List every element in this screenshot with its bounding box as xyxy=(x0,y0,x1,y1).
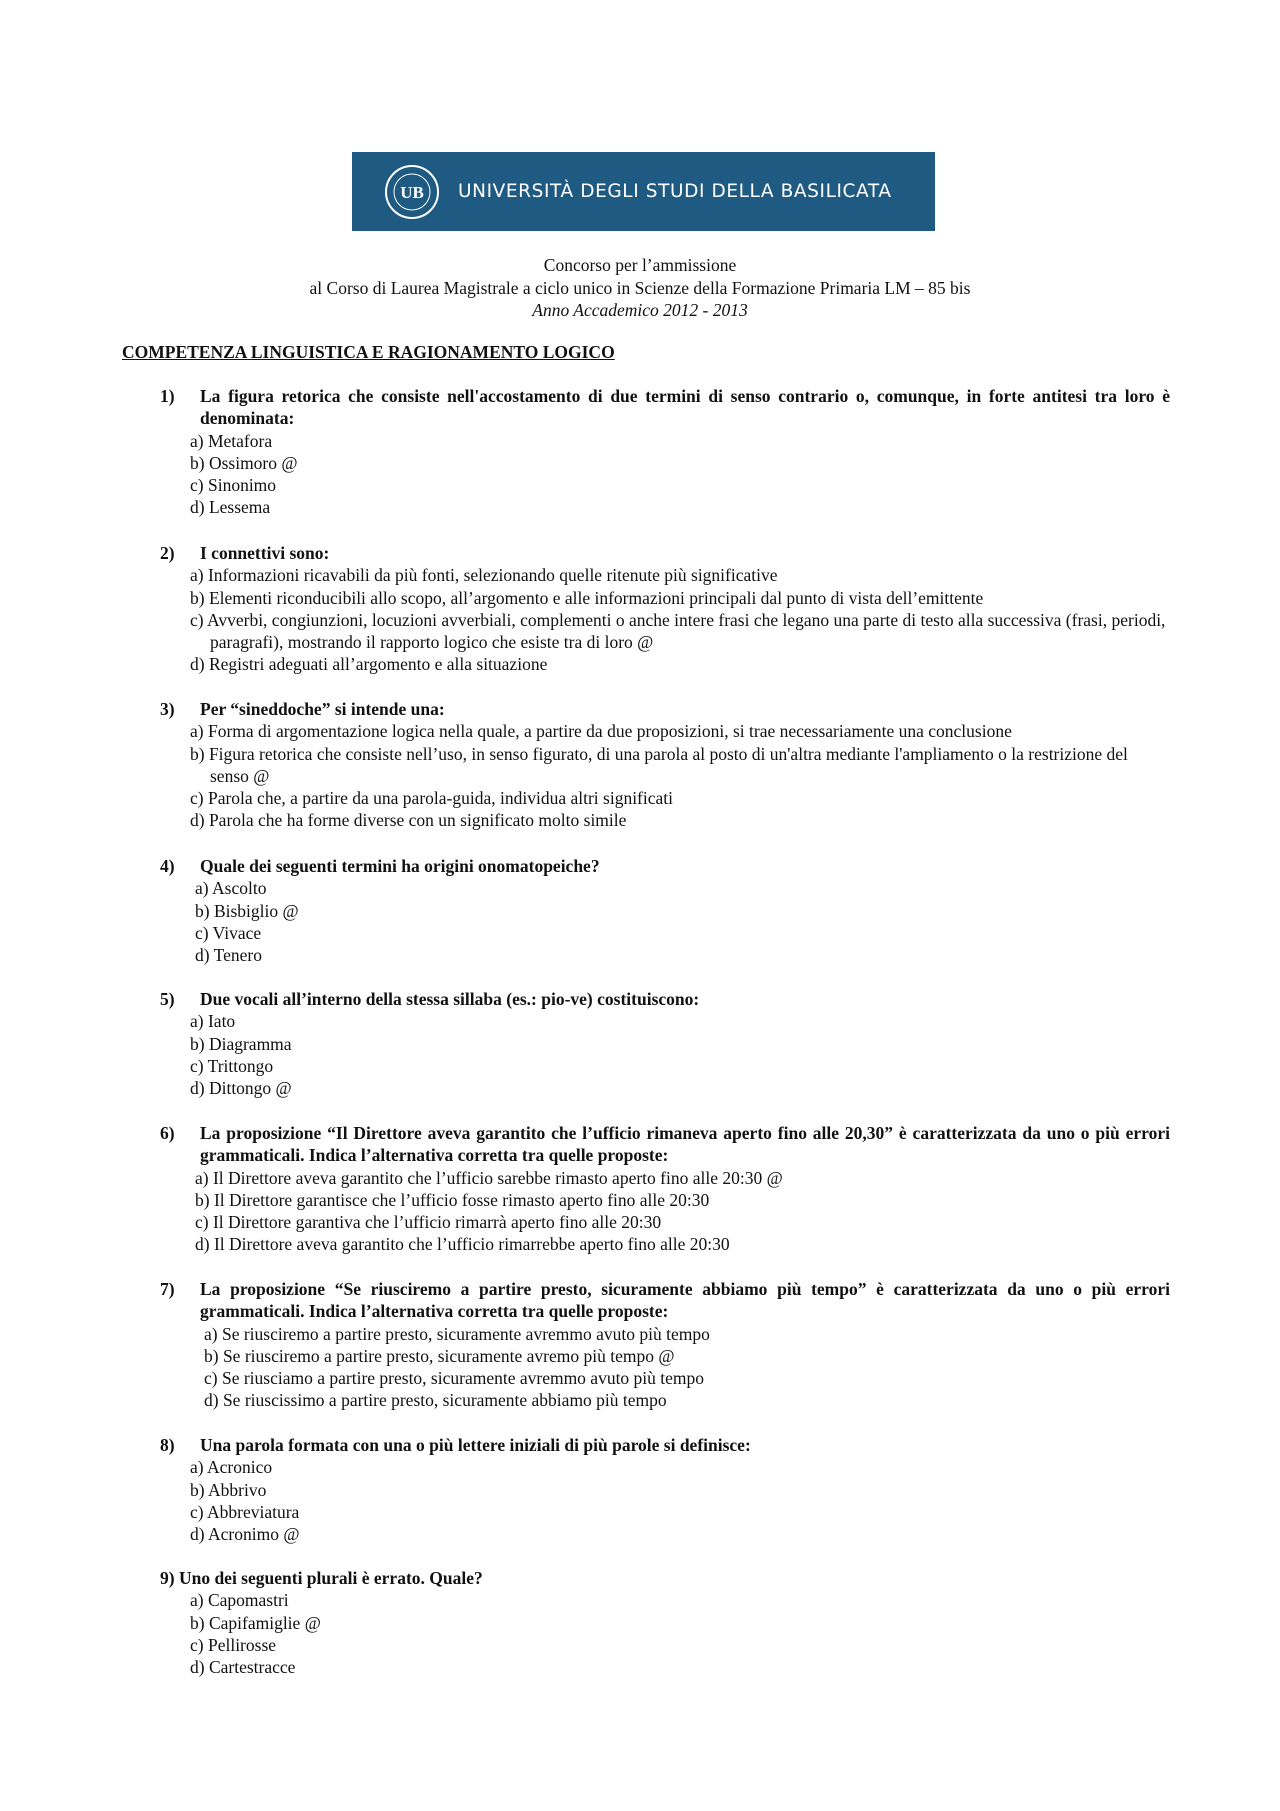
option-b: b) Elementi riconducibili allo scopo, all’argomento e alle informazioni principali dal punto di vista dell’emittente xyxy=(190,587,984,608)
question-1 xyxy=(160,385,1170,519)
option-d: d) Registri adeguati all’argomento e alla situazione xyxy=(190,654,548,675)
question-number: 4) xyxy=(160,856,175,876)
option-list xyxy=(160,564,1170,675)
option-a: a) Iato xyxy=(190,1011,236,1032)
question-text: I connettivi sono: xyxy=(200,543,330,563)
option-list xyxy=(160,430,1170,519)
question-text: Due vocali all’interno della stessa sillaba (es.: pio-ve) costituiscono: xyxy=(200,989,700,1009)
option-d: d) Dittongo @ xyxy=(190,1078,292,1099)
question-number: 7) xyxy=(160,1279,175,1299)
option-b: b) Abbrivo xyxy=(190,1479,267,1500)
question-number: 8) xyxy=(160,1435,175,1455)
option-b: b) Se riusciremo a partire presto, sicuramente avremo più tempo @ xyxy=(204,1345,675,1366)
option-c: c) Trittongo xyxy=(190,1055,274,1076)
option-list xyxy=(160,1456,1170,1545)
university-logo xyxy=(352,152,935,231)
question-4 xyxy=(160,855,1170,966)
question-text: Per “sineddoche” si intende una: xyxy=(200,699,445,719)
question-number: 6) xyxy=(160,1123,175,1143)
question-text: La proposizione “Il Direttore aveva garantito che l’ufficio rimaneva aperto fino alle 20,30” è caratterizzata da uno o più errori grammaticali. Indica l’alternativa corretta tra quelle proposte: xyxy=(200,1123,1170,1166)
question-stem xyxy=(160,1278,1170,1323)
option-d: d) Tenero xyxy=(195,945,262,966)
option-a: a) Forma di argomentazione logica nella quale, a partire da due proposizioni, si trae necessariamente una conclusione xyxy=(190,721,1012,742)
question-number: 1) xyxy=(160,386,175,406)
logo-text: UNIVERSITÀ DEGLI STUDI DELLA BASILICATA xyxy=(458,181,892,202)
question-stem xyxy=(160,855,1170,877)
svg-text:UB: UB xyxy=(400,182,424,202)
option-c: c) Se riusciamo a partire presto, sicuramente avremmo avuto più tempo xyxy=(204,1368,705,1389)
question-stem xyxy=(160,385,1170,430)
option-list xyxy=(160,1010,1170,1099)
option-d: d) Lessema xyxy=(190,497,271,518)
option-c: c) Parola che, a partire da una parola-guida, individua altri significati xyxy=(190,788,674,809)
question-number: 9) xyxy=(160,1568,175,1588)
academic-year: Anno Accademico 2012 - 2013 xyxy=(532,300,748,320)
option-c: c) Sinonimo xyxy=(190,475,277,496)
option-b: b) Il Direttore garantisce che l’ufficio fosse rimasto aperto fino alle 20:30 xyxy=(195,1189,710,1210)
option-d: d) Il Direttore aveva garantito che l’ufficio rimarrebbe aperto fino alle 20:30 xyxy=(195,1234,730,1255)
document-header xyxy=(0,254,1280,322)
question-number: 3) xyxy=(160,699,175,719)
question-text: Quale dei seguenti termini ha origini onomatopeiche? xyxy=(200,856,600,876)
question-stem xyxy=(160,1567,1170,1589)
option-c: c) Abbreviatura xyxy=(190,1501,300,1522)
option-c: c) Avverbi, congiunzioni, locuzioni avverbiali, complementi o anche intere frasi che legano una parte di testo alla successiva (frasi, periodi, paragrafi), mostrando il rapporto logico che esiste tra di loro @ xyxy=(190,609,1166,653)
university-seal-icon xyxy=(384,164,440,220)
question-2 xyxy=(160,542,1170,676)
option-b: b) Diagramma xyxy=(190,1033,292,1054)
header-line-1: Concorso per l’ammissione xyxy=(543,255,737,275)
question-text: La figura retorica che consiste nell'accostamento di due termini di senso contrario o, comunque, in forte antitesi tra loro è denominata: xyxy=(200,386,1170,429)
option-c: c) Vivace xyxy=(195,922,262,943)
option-c: c) Pellirosse xyxy=(190,1634,277,1655)
option-c: c) Il Direttore garantiva che l’ufficio rimarrà aperto fino alle 20:30 xyxy=(195,1212,662,1233)
option-d: d) Acronimo @ xyxy=(190,1524,300,1545)
option-list xyxy=(160,1589,1170,1678)
question-7 xyxy=(160,1278,1170,1412)
question-stem xyxy=(160,1122,1170,1167)
question-3 xyxy=(160,698,1170,832)
option-b: b) Figura retorica che consiste nell’uso, in senso figurato, di una parola al posto di un'altra mediante l'ampliamento o la restrizione del senso @ xyxy=(190,743,1128,786)
option-a: a) Ascolto xyxy=(195,878,267,899)
option-d: d) Parola che ha forme diverse con un significato molto simile xyxy=(190,810,627,831)
option-a: a) Informazioni ricavabili da più fonti, selezionando quelle ritenute più significative xyxy=(190,565,778,586)
question-text: Uno dei seguenti plurali è errato. Quale? xyxy=(178,1568,483,1588)
option-b: b) Ossimoro @ xyxy=(190,452,298,473)
question-stem xyxy=(160,542,1170,564)
question-5 xyxy=(160,988,1170,1099)
question-number: 2) xyxy=(160,543,175,563)
question-text: Una parola formata con una o più lettere iniziali di più parole si definisce: xyxy=(200,1435,751,1455)
question-stem xyxy=(160,698,1170,720)
question-9 xyxy=(160,1567,1170,1678)
option-a: a) Acronico xyxy=(190,1457,273,1478)
option-list xyxy=(160,720,1170,831)
option-b: b) Capifamiglie @ xyxy=(190,1612,321,1633)
option-d: d) Cartestracce xyxy=(190,1657,296,1678)
question-stem xyxy=(160,988,1170,1010)
option-list xyxy=(160,1323,1170,1412)
question-text: La proposizione “Se riusciremo a partire presto, sicuramente abbiamo più tempo” è caratterizzata da uno o più errori grammaticali. Indica l’alternativa corretta tra quelle proposte: xyxy=(200,1279,1170,1322)
option-a: a) Metafora xyxy=(190,430,273,451)
option-list xyxy=(160,1167,1170,1256)
question-6 xyxy=(160,1122,1170,1256)
option-a: a) Capomastri xyxy=(190,1590,289,1611)
section-title: COMPETENZA LINGUISTICA E RAGIONAMENTO LOGICO xyxy=(122,342,615,362)
option-d: d) Se riuscissimo a partire presto, sicuramente abbiamo più tempo xyxy=(204,1390,667,1411)
option-list xyxy=(160,877,1170,966)
question-number: 5) xyxy=(160,989,175,1009)
option-a: a) Il Direttore aveva garantito che l’ufficio sarebbe rimasto aperto fino alle 20:30 @ xyxy=(195,1167,783,1188)
header-line-2: al Corso di Laurea Magistrale a ciclo unico in Scienze della Formazione Primaria LM – 85 bis xyxy=(309,277,971,298)
question-stem xyxy=(160,1434,1170,1456)
option-b: b) Bisbiglio @ xyxy=(195,900,299,921)
option-a: a) Se riusciremo a partire presto, sicuramente avremmo avuto più tempo xyxy=(204,1323,710,1344)
question-8 xyxy=(160,1434,1170,1545)
